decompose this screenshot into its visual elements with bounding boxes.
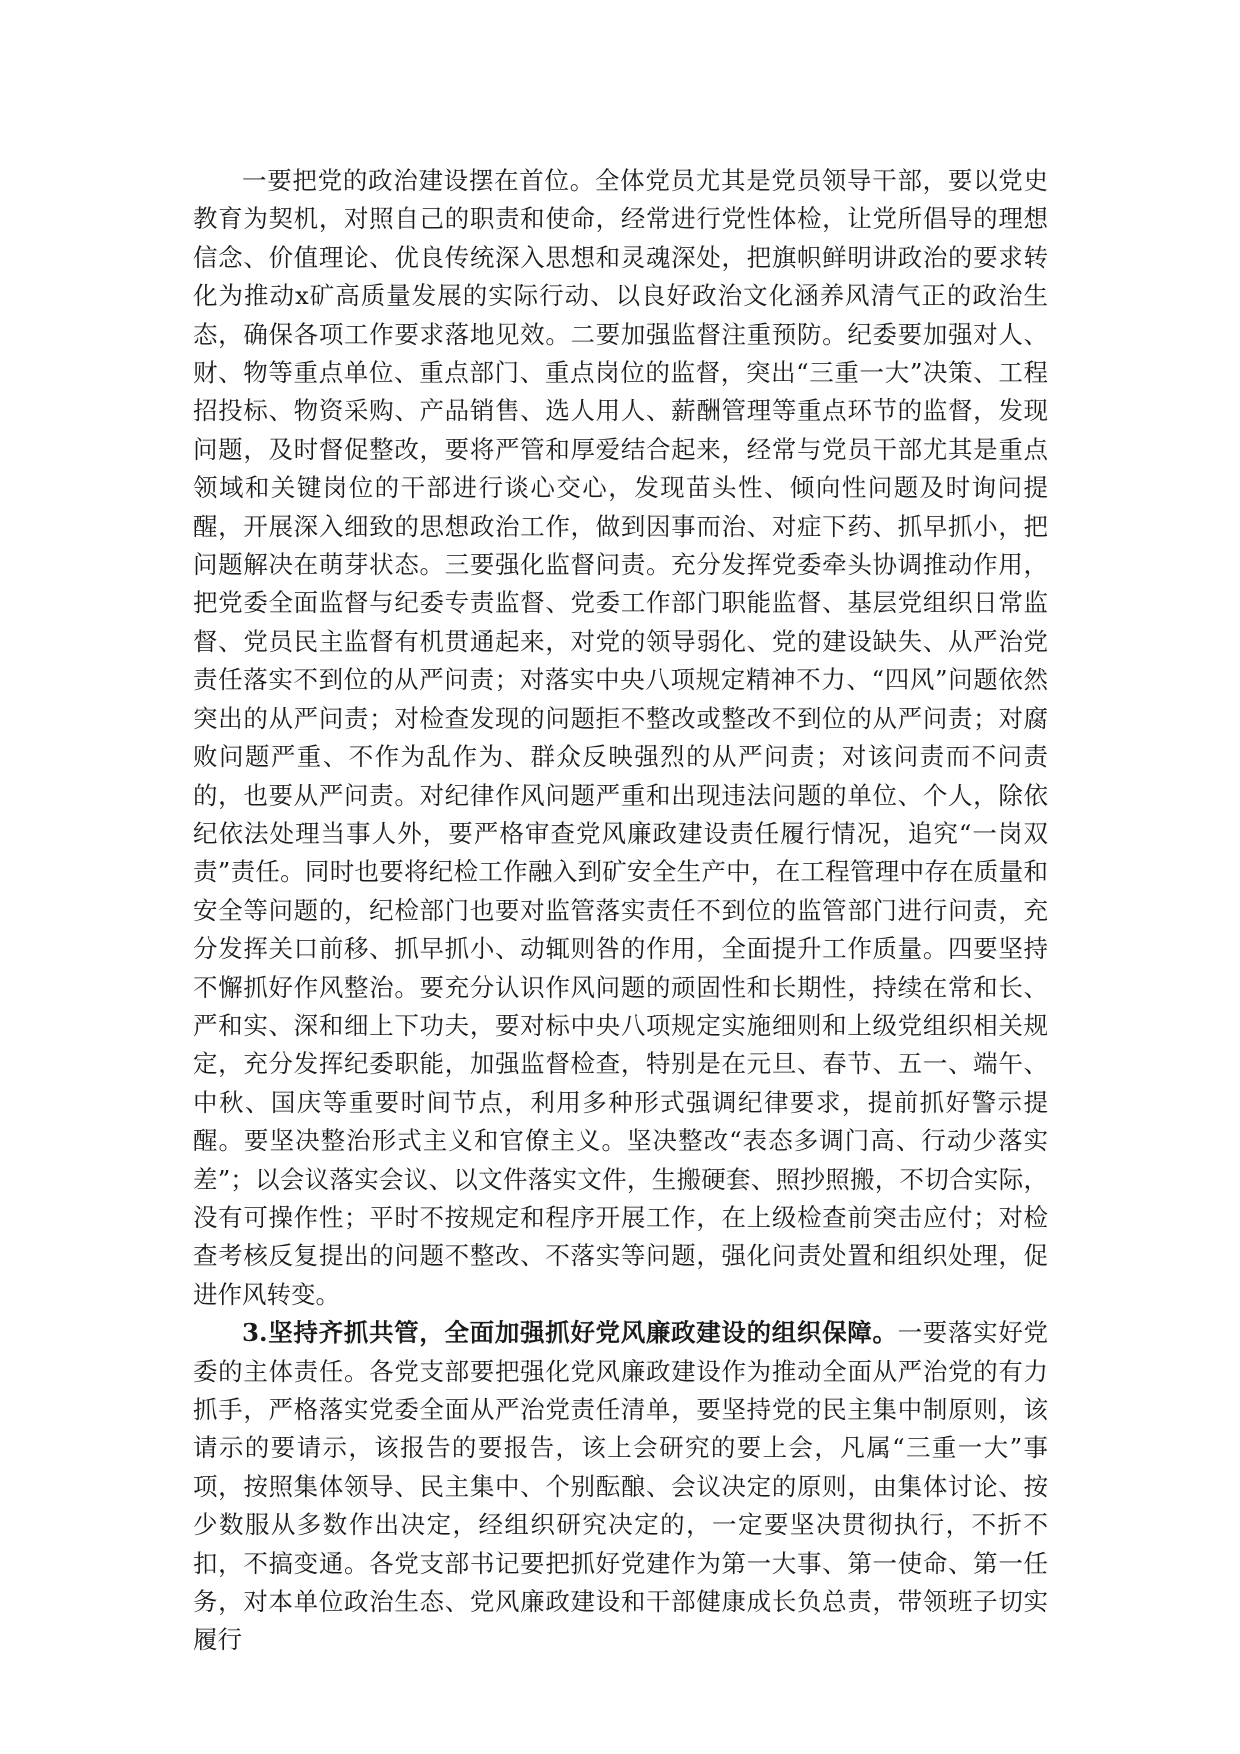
paragraph-2 [193, 1314, 1048, 1660]
paragraph-1 [193, 162, 1048, 1314]
paragraph-1-text: 一要把党的政治建设摆在首位。全体党员尤其是党员领导干部，要以党史教育为契机，对照自己的职责和使命，经常进行党性体检，让党所倡导的理想信念、价值理论、优良传统深入思想和灵魂深处，把旗帜鲜明讲政治的要求转化为推动x矿高质量发展的实际行动、以良好政治文化涵养风清气正的政治生态，确保各项工作要求落地见效。二要加强监督注重预防。纪委要加强对人、财、物等重点单位、重点部门、重点岗位的监督，突出“三重一大”决策、工程招投标、物资采购、产品销售、选人用人、薪酬管理等重点环节的监督，发现问题，及时督促整改，要将严管和厚爱结合起来，经常与党员干部尤其是重点领域和关键岗位的干部进行谈心交心，发现苗头性、倾向性问题及时询问提醒，开展深入细致的思想政治工作，做到因事而治、对症下药、抓早抓小，把问题解决在萌芽状态。三要强化监督问责。充分发挥党委牵头协调推动作用，把党委全面监督与纪委专责监督、党委工作部门职能监督、基层党组织日常监督、党员民主监督有机贯通起来，对党的领导弱化、党的建设缺失、从严治党责任落实不到位的从严问责；对落实中央八项规定精神不力、“四风”问题依然突出的从严问责；对检查发现的问题拒不整改或整改不到位的从严问责；对腐败问题严重、不作为乱作为、群众反映强烈的从严问责；对该问责而不问责的，也要从严问责。对纪律作风问题严重和出现违法问题的单位、个人，除依纪依法处理当事人外，要严格审查党风廉政建设责任履行情况，追究“一岗双责”责任。同时也要将纪检工作融入到矿安全生产中，在工程管理中存在质量和安全等问题的，纪检部门也要对监管落实责任不到位的监管部门进行问责，充分发挥关口前移、抓早抓小、动辄则咎的作用，全面提升工作质量。四要坚持不懈抓好作风整治。要充分认识作风问题的顽固性和长期性，持续在常和长、严和实、深和细上下功夫，要对标中央八项规定实施细则和上级党组织相关规定，充分发挥纪委职能，加强监督检查，特别是在元旦、春节、五一、端午、中秋、国庆等重要时间节点，利用多种形式强调纪律要求，提前抓好警示提醒。要坚决整治形式主义和官僚主义。坚决整改“表态多调门高、行动少落实差”；以会议落实会议、以文件落实文件，生搬硬套、照抄照搬，不切合实际，没有可操作性；平时不按规定和程序开展工作，在上级检查前突击应付；对检查考核反复提出的问题不整改、不落实等问题，强化问责处置和组织处理，促进作风转变。 [193, 166, 1048, 1309]
paragraph-2-heading: 3.坚持齐抓共管，全面加强抓好党风廉政建设的组织保障。 [242, 1318, 898, 1348]
paragraph-2-text: 一要落实好党委的主体责任。各党支部要把强化党风廉政建设作为推动全面从严治党的有力抓手，严格落实党委全面从严治党责任清单，要坚持党的民主集中制原则，该请示的要请示，该报告的要报告，该上会研究的要上会，凡属“三重一大”事项，按照集体领导、民主集中、个别酝酿、会议决定的原则，由集体讨论、按少数服从多数作出决定，经组织研究决定的，一定要坚决贯彻执行，不折不扣，不搞变通。各党支部书记要把抓好党建作为第一大事、第一使命、第一任务，对本单位政治生态、党风廉政建设和干部健康成长负总责，带领班子切实履行 [193, 1318, 1048, 1655]
document-body [193, 162, 1048, 1660]
